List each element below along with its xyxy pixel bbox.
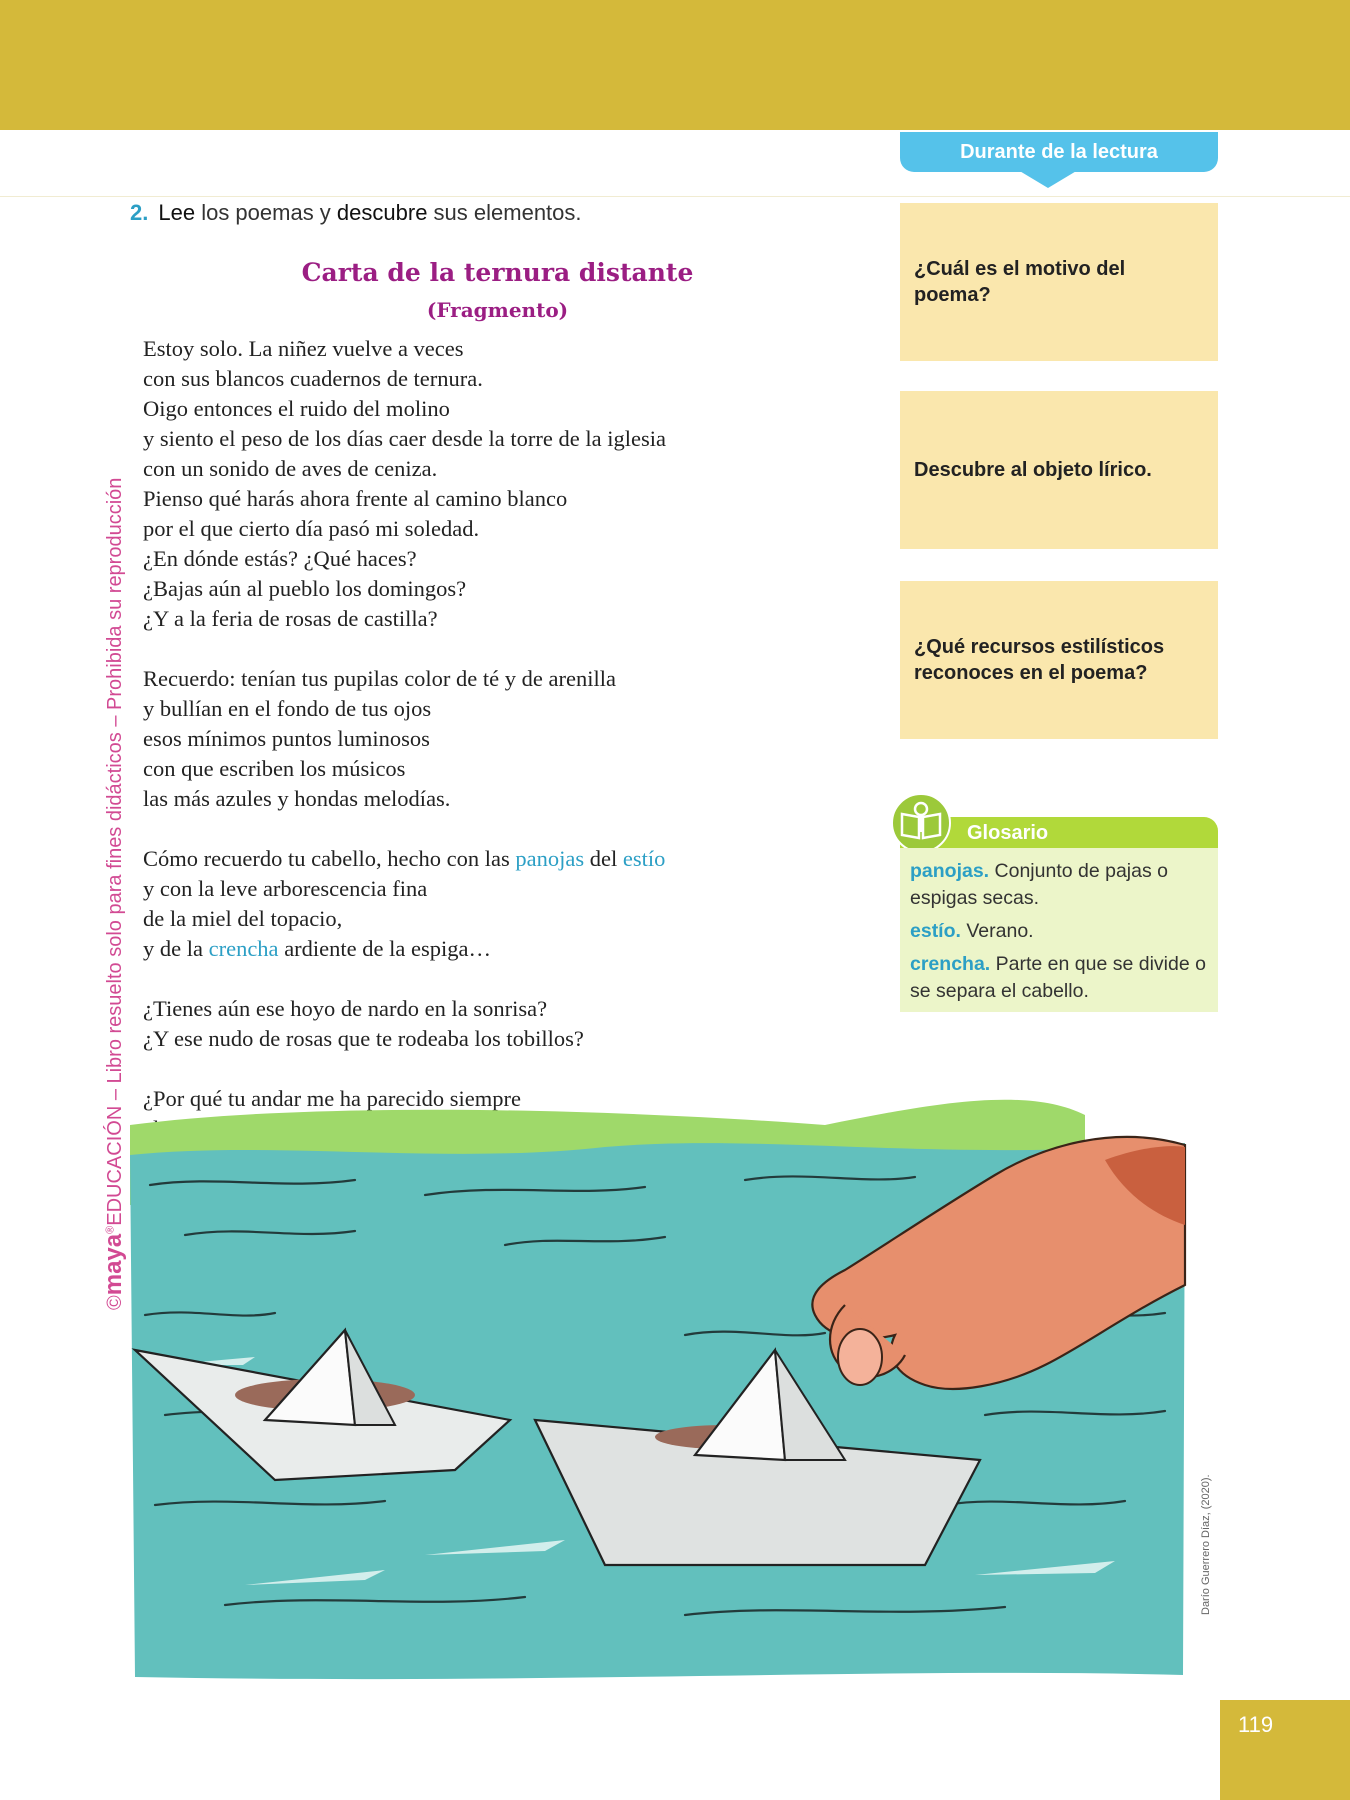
watermark-prefix: © <box>104 1295 126 1310</box>
page-number: 119 <box>1238 1712 1274 1737</box>
poem-line: las más azules y hondas melodías. <box>143 786 451 811</box>
copyright-watermark <box>100 478 128 1310</box>
poem-line: ¿En dónde estás? ¿Qué haces? <box>143 546 417 571</box>
poem-line: con sus blancos cuadernos de ternura. <box>143 366 483 391</box>
poem-line <box>143 934 783 964</box>
glossary-word-crencha: crencha <box>208 936 279 961</box>
section-tab-pointer <box>1018 170 1078 188</box>
watermark-text: EDUCACIÓN – Libro resuelto solo para fines didácticos – Prohibida su reproducción <box>104 477 126 1226</box>
glossary-definition: Conjunto de pajas o espigas secas. <box>910 860 1168 909</box>
instruction-verb-read: Lee <box>158 200 196 225</box>
instruction-end: sus elementos. <box>427 200 582 225</box>
poem-line: y con la leve arborescencia fina <box>143 876 428 901</box>
question-box-stylistic-resources <box>900 581 1218 739</box>
poem-line: y siento el peso de los días caer desde la torre de la iglesia <box>143 426 666 451</box>
glossary-title: Glosario <box>967 822 1049 844</box>
poem-text: y de la <box>143 936 209 961</box>
poem-line: Recuerdo: tenían tus pupilas color de té y de arenilla <box>143 666 616 691</box>
top-color-band <box>0 0 1350 130</box>
glossary-term: panojas. <box>910 860 990 882</box>
glossary-word-estio: estío <box>622 846 666 871</box>
question-text: Descubre al objeto lírico. <box>914 459 1152 481</box>
glossary-entry <box>910 951 1208 1005</box>
poem-line <box>143 844 783 874</box>
poem-line: con un sonido de aves de ceniza. <box>143 456 438 481</box>
stanza-break <box>143 634 783 664</box>
glossary-entry <box>910 918 1208 945</box>
section-tab <box>900 132 1218 172</box>
glossary-term: crencha. <box>910 953 991 975</box>
poem-line: ¿Por qué tu andar me ha parecido siempre <box>143 1086 521 1111</box>
stanza-break <box>143 964 783 994</box>
glossary-definition: Verano. <box>960 920 1034 942</box>
poem-text: Cómo recuerdo tu cabello, hecho con las <box>143 846 516 871</box>
poem-text: del <box>584 846 623 871</box>
poem-line: ¿Bajas aún al pueblo los domingos? <box>143 576 467 601</box>
stanza-break <box>143 1054 783 1084</box>
watermark-registered: ® <box>104 1225 117 1234</box>
section-tab-label: Durante de la lectura <box>960 140 1158 163</box>
instruction-mid: los poemas y <box>195 200 337 225</box>
question-text: ¿Qué recursos estilísticos reconoces en el poema? <box>914 636 1165 684</box>
poem-line: con que escriben los músicos <box>143 756 406 781</box>
glossary-term: estío. <box>910 920 961 942</box>
glossary-body <box>900 848 1218 1012</box>
paper-boats-illustration <box>125 1085 1190 1685</box>
poem-text: ardiente de la espiga… <box>278 936 491 961</box>
header-divider <box>0 196 1350 197</box>
poem-title: Carta de la ternura distante <box>301 258 694 287</box>
poem-line: de la miel del topacio, <box>143 906 343 931</box>
glossary-definition: Parte en que se divide o se separa el cabello. <box>910 953 1206 1002</box>
poem-line: por el que cierto día pasó mi soledad. <box>143 516 480 541</box>
question-box-lyric-object <box>900 391 1218 549</box>
stanza-break <box>143 814 783 844</box>
watermark-brand: maya <box>100 1233 127 1296</box>
instruction-verb-discover: descubre <box>336 200 428 225</box>
book-magnifier-icon <box>890 792 952 854</box>
glossary-word-panojas: panojas <box>515 846 585 871</box>
poem-line: ¿Tienes aún ese hoyo de nardo en la sonrisa? <box>143 996 548 1021</box>
poem-line: ¿Y ese nudo de rosas que te rodeaba los tobillos? <box>143 1026 584 1051</box>
poem-subtitle: (Fragmento) <box>426 298 569 322</box>
poem-line: Pienso qué harás ahora frente al camino blanco <box>143 486 568 511</box>
question-text: ¿Cuál es el motivo del poema? <box>914 258 1126 306</box>
question-box-motive <box>900 203 1218 361</box>
activity-instruction <box>130 200 582 226</box>
poem-line: esos mínimos puntos luminosos <box>143 726 430 751</box>
poem-line: Estoy solo. La niñez vuelve a veces <box>143 336 464 361</box>
activity-number: 2. <box>130 200 149 225</box>
poem-line: Oigo entonces el ruido del molino <box>143 396 450 421</box>
poem-line: ¿Y a la feria de rosas de castilla? <box>143 606 438 631</box>
glossary-entry <box>910 858 1208 912</box>
poem-line: y bullían en el fondo de tus ojos <box>143 696 432 721</box>
illustration-credit: Darío Guerrero Díaz, (2020). <box>1200 1474 1212 1615</box>
poem-body <box>143 334 783 1204</box>
